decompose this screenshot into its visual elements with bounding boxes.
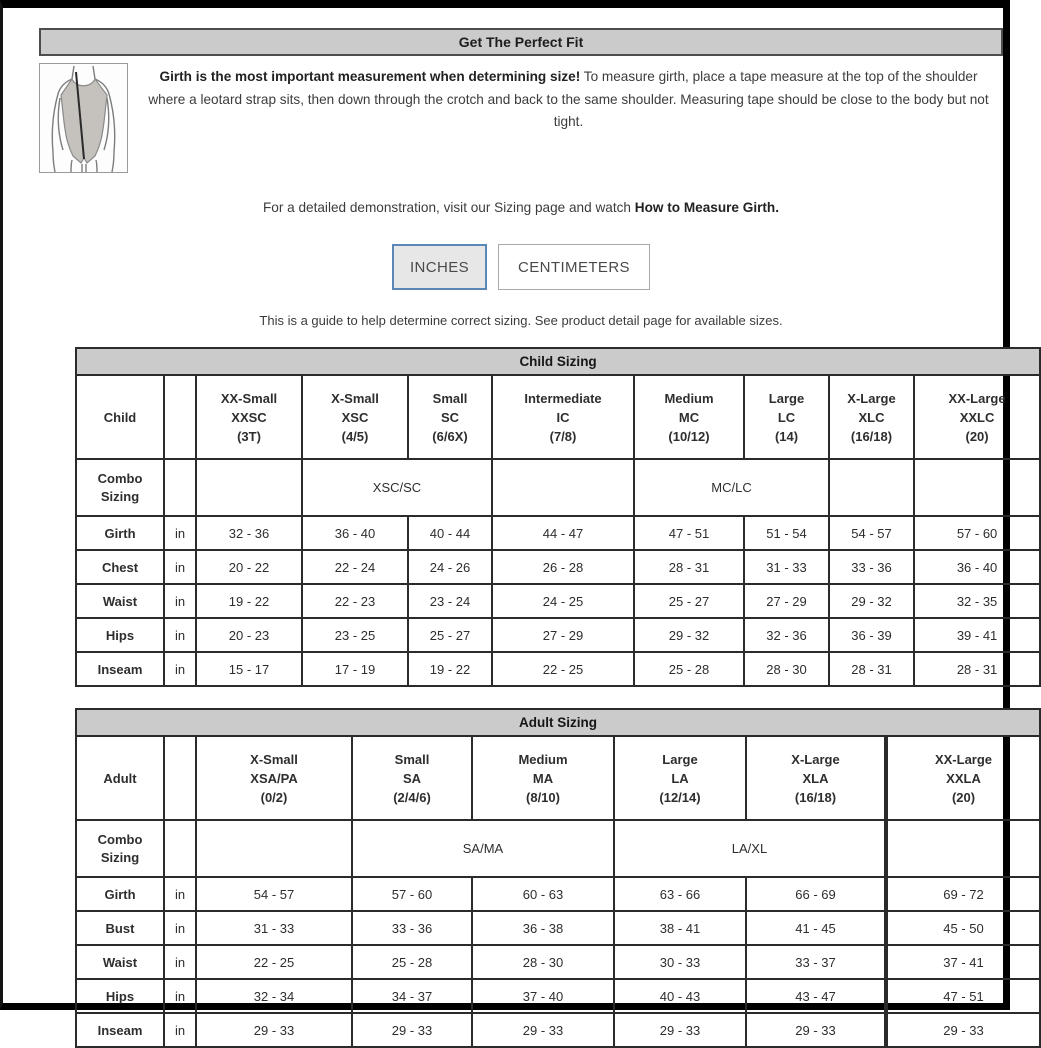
value-cell: 29 - 32	[634, 618, 744, 652]
column-header	[472, 736, 614, 820]
value-cell: 20 - 23	[196, 618, 302, 652]
column-header-line: Intermediate	[524, 390, 602, 406]
value-cell: 33 - 36	[352, 911, 472, 945]
value-cell: 37 - 40	[472, 979, 614, 1013]
column-header-line: XXSC	[231, 409, 267, 425]
combo-cell	[886, 820, 1040, 877]
column-header-line: Medium	[664, 390, 714, 406]
column-header-line: (6/6X)	[432, 428, 468, 444]
row-label: Hips	[76, 979, 164, 1013]
value-cell: 28 - 31	[829, 652, 914, 686]
leotard-diagram	[39, 63, 128, 173]
column-header-line: Small	[432, 390, 468, 406]
value-cell: 54 - 57	[829, 516, 914, 550]
column-header-line: X-Large	[847, 390, 896, 406]
value-cell: 69 - 72	[886, 877, 1040, 911]
value-cell: 24 - 25	[492, 584, 634, 618]
table-row-label: Adult	[76, 736, 164, 820]
value-cell: 36 - 40	[302, 516, 408, 550]
combo-unit-cell	[164, 459, 196, 516]
demo-line	[39, 200, 1003, 215]
column-header-line: (3T)	[237, 428, 261, 444]
value-cell: 20 - 22	[196, 550, 302, 584]
value-cell: 19 - 22	[408, 652, 492, 686]
row-label: Bust	[76, 911, 164, 945]
column-header-line: (16/18)	[794, 789, 837, 805]
value-cell: 22 - 23	[302, 584, 408, 618]
column-header-line: (20)	[951, 789, 976, 805]
table-title: Child Sizing	[76, 348, 1040, 375]
column-header-line: MC	[678, 409, 700, 425]
combo-row-label: Combo Sizing	[76, 820, 164, 877]
row-label: Chest	[76, 550, 164, 584]
value-cell: 30 - 33	[614, 945, 746, 979]
value-cell: 63 - 66	[614, 877, 746, 911]
column-header-line: XLC	[858, 409, 885, 425]
column-header-line: XX-Large	[948, 390, 1006, 406]
value-cell: 22 - 25	[492, 652, 634, 686]
column-header-line: (4/5)	[341, 428, 369, 444]
table-title: Adult Sizing	[76, 709, 1040, 736]
unit-cell: in	[164, 618, 196, 652]
value-cell: 57 - 60	[352, 877, 472, 911]
value-cell: 57 - 60	[914, 516, 1040, 550]
value-cell: 24 - 26	[408, 550, 492, 584]
column-header-line: Large	[662, 751, 698, 767]
value-cell: 28 - 31	[914, 652, 1040, 686]
unit-cell: in	[164, 550, 196, 584]
value-cell: 29 - 33	[196, 1013, 352, 1047]
column-header-line: Large	[768, 390, 805, 406]
value-cell: 47 - 51	[634, 516, 744, 550]
value-cell: 26 - 28	[492, 550, 634, 584]
column-header-line: (10/12)	[668, 428, 710, 444]
girth-instructions-bold: Girth is the most important measurement when determining size!	[159, 69, 581, 84]
value-cell: 33 - 36	[829, 550, 914, 584]
value-cell: 34 - 37	[352, 979, 472, 1013]
combo-cell: SA/MA	[352, 820, 614, 877]
column-header-line: (12/14)	[659, 789, 701, 805]
value-cell: 44 - 47	[492, 516, 634, 550]
column-header	[408, 375, 492, 459]
column-header	[744, 375, 829, 459]
column-header-line: (0/2)	[260, 789, 288, 805]
column-header	[492, 375, 634, 459]
combo-row-label: Combo Sizing	[76, 459, 164, 516]
value-cell: 25 - 28	[634, 652, 744, 686]
column-header	[914, 375, 1040, 459]
value-cell: 29 - 33	[886, 1013, 1040, 1047]
value-cell: 31 - 33	[196, 911, 352, 945]
value-cell: 29 - 33	[614, 1013, 746, 1047]
combo-cell: MC/LC	[634, 459, 829, 516]
column-header-line: Medium	[518, 751, 568, 767]
value-cell: 22 - 24	[302, 550, 408, 584]
column-header-line: IC	[556, 409, 570, 425]
combo-unit-cell	[164, 820, 196, 877]
column-header-line: X-Large	[791, 751, 840, 767]
column-header	[746, 736, 886, 820]
value-cell: 23 - 24	[408, 584, 492, 618]
column-header	[196, 736, 352, 820]
column-header-line: SA	[402, 770, 422, 786]
unit-cell: in	[164, 979, 196, 1013]
column-header-line: (20)	[965, 428, 989, 444]
row-label: Waist	[76, 584, 164, 618]
unit-cell: in	[164, 911, 196, 945]
value-cell: 15 - 17	[196, 652, 302, 686]
header-bar	[39, 28, 1003, 56]
girth-instructions-rest: To measure girth, place a tape measure at the top of the shoulder where a leotard strap sits, then down through the crotch and back to the same shoulder. Measuring tape should be close to the body but not tight.	[148, 69, 989, 129]
value-cell: 45 - 50	[886, 911, 1040, 945]
unit-cell: in	[164, 516, 196, 550]
row-label: Inseam	[76, 1013, 164, 1047]
column-header-line: XXLA	[946, 770, 981, 786]
value-cell: 36 - 40	[914, 550, 1040, 584]
value-cell: 33 - 37	[746, 945, 886, 979]
column-header-line: MA	[532, 770, 554, 786]
combo-cell: XSC/SC	[302, 459, 492, 516]
row-label: Girth	[76, 516, 164, 550]
value-cell: 29 - 33	[352, 1013, 472, 1047]
value-cell: 66 - 69	[746, 877, 886, 911]
unit-header-cell	[164, 736, 196, 820]
value-cell: 60 - 63	[472, 877, 614, 911]
value-cell: 29 - 33	[746, 1013, 886, 1047]
value-cell: 25 - 28	[352, 945, 472, 979]
adult-sizing-table	[75, 708, 1041, 1048]
column-header-line: (7/8)	[549, 428, 577, 444]
sizing-note: This is a guide to help determine correct sizing. See product detail page for available sizes.	[259, 313, 783, 328]
column-header-line: LC	[777, 409, 796, 425]
row-label: Waist	[76, 945, 164, 979]
column-header	[634, 375, 744, 459]
column-header-line: (8/10)	[526, 789, 560, 805]
girth-instructions	[128, 61, 1003, 173]
column-header	[302, 375, 408, 459]
value-cell: 23 - 25	[302, 618, 408, 652]
value-cell: 47 - 51	[886, 979, 1040, 1013]
unit-cell: in	[164, 877, 196, 911]
column-header-line: LA	[671, 770, 689, 786]
column-header-line: XX-Large	[934, 751, 993, 767]
value-cell: 37 - 41	[886, 945, 1040, 979]
value-cell: 32 - 36	[744, 618, 829, 652]
column-header-line: Small	[394, 751, 430, 767]
column-header-line: X-Small	[250, 751, 298, 767]
row-label: Inseam	[76, 652, 164, 686]
column-header-line: XXLC	[959, 409, 995, 425]
combo-cell: LA/XL	[614, 820, 886, 877]
value-cell: 39 - 41	[914, 618, 1040, 652]
value-cell: 19 - 22	[196, 584, 302, 618]
child-sizing-table	[75, 347, 1041, 687]
value-cell: 32 - 34	[196, 979, 352, 1013]
column-header	[614, 736, 746, 820]
value-cell: 25 - 27	[634, 584, 744, 618]
column-header	[829, 375, 914, 459]
demo-line-bold: How to Measure Girth.	[634, 200, 780, 215]
column-header-line: SC	[440, 409, 460, 425]
value-cell: 32 - 35	[914, 584, 1040, 618]
unit-cell: in	[164, 584, 196, 618]
column-header-line: (2/4/6)	[393, 789, 431, 805]
value-cell: 32 - 36	[196, 516, 302, 550]
value-cell: 51 - 54	[744, 516, 829, 550]
value-cell: 54 - 57	[196, 877, 352, 911]
unit-cell: in	[164, 1013, 196, 1047]
column-header-line: XX-Small	[220, 390, 278, 406]
value-cell: 36 - 39	[829, 618, 914, 652]
value-cell: 29 - 32	[829, 584, 914, 618]
value-cell: 43 - 47	[746, 979, 886, 1013]
combo-cell	[196, 459, 302, 516]
value-cell: 27 - 29	[492, 618, 634, 652]
column-header-line: XSA/PA	[250, 770, 298, 786]
value-cell: 28 - 30	[472, 945, 614, 979]
column-header-line: (16/18)	[850, 428, 893, 444]
inches-button[interactable]: INCHES	[392, 244, 487, 290]
value-cell: 27 - 29	[744, 584, 829, 618]
value-cell: 40 - 44	[408, 516, 492, 550]
column-header-line: X-Small	[331, 390, 379, 406]
value-cell: 25 - 27	[408, 618, 492, 652]
page-title: Get The Perfect Fit	[458, 34, 584, 50]
combo-cell	[829, 459, 914, 516]
child-sizing-table-container	[75, 347, 1039, 687]
value-cell: 38 - 41	[614, 911, 746, 945]
combo-cell	[914, 459, 1040, 516]
value-cell: 29 - 33	[472, 1013, 614, 1047]
unit-header-cell	[164, 375, 196, 459]
value-cell: 28 - 31	[634, 550, 744, 584]
combo-cell	[196, 820, 352, 877]
value-cell: 36 - 38	[472, 911, 614, 945]
unit-cell: in	[164, 945, 196, 979]
value-cell: 40 - 43	[614, 979, 746, 1013]
adult-sizing-table-container	[75, 708, 1039, 1048]
leotard-girth-icon	[40, 64, 127, 172]
row-label: Girth	[76, 877, 164, 911]
value-cell: 41 - 45	[746, 911, 886, 945]
column-header	[886, 736, 1040, 820]
unit-cell: in	[164, 652, 196, 686]
combo-cell	[492, 459, 634, 516]
row-label: Hips	[76, 618, 164, 652]
value-cell: 22 - 25	[196, 945, 352, 979]
demo-line-text: For a detailed demonstration, visit our Sizing page and watch	[262, 200, 635, 215]
column-header-line: (14)	[774, 428, 799, 444]
table-row-label: Child	[76, 375, 164, 459]
value-cell: 31 - 33	[744, 550, 829, 584]
unit-toggle	[39, 244, 1003, 290]
intro-section	[39, 61, 1003, 173]
column-header	[352, 736, 472, 820]
centimeters-button[interactable]: CENTIMETERS	[498, 244, 650, 290]
value-cell: 28 - 30	[744, 652, 829, 686]
column-header-line: XSC	[341, 409, 369, 425]
value-cell: 17 - 19	[302, 652, 408, 686]
column-header-line: XLA	[802, 770, 829, 786]
column-header	[196, 375, 302, 459]
